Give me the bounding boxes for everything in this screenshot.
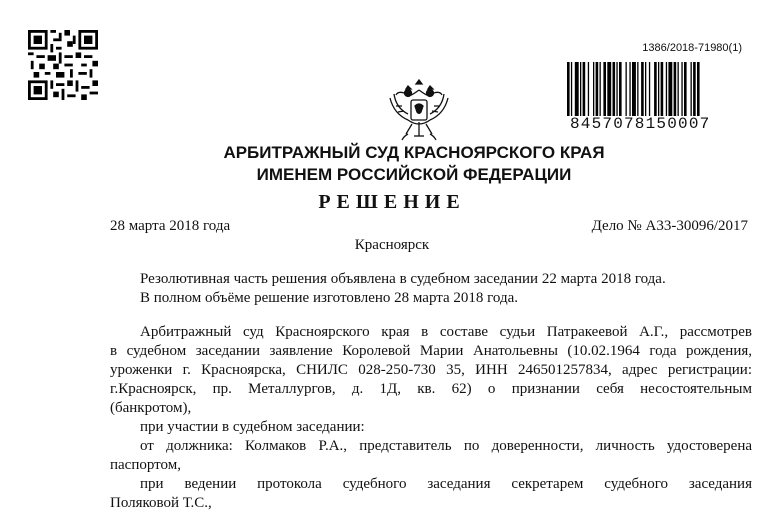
barcode-bar — [693, 62, 696, 116]
barcode-bar — [632, 62, 636, 116]
barcode-bar — [697, 62, 700, 116]
barcode-bar — [596, 62, 599, 116]
document-type-heading: РЕШЕНИЕ — [318, 191, 466, 213]
barcode-bar — [567, 62, 570, 116]
body-line: в судебном заседании заявление Королевой Марии Анатольевны (10.02.1964 года рождения, — [110, 343, 752, 359]
barcode-bar — [649, 62, 650, 116]
barcode-bar — [629, 62, 630, 116]
case-number: Дело № А33-30096/2017 — [591, 218, 748, 234]
barcode-bar — [654, 62, 657, 116]
intro-line-1: Резолютивная часть решения объявлена в судебном заседании 22 марта 2018 года. — [140, 271, 666, 287]
coat-of-arms-icon — [386, 76, 452, 144]
barcode-bar — [583, 62, 586, 116]
body-line: при участии в судебном заседании: — [140, 419, 365, 435]
barcode-bar — [668, 62, 672, 116]
court-name-heading: АРБИТРАЖНЫЙ СУД КРАСНОЯРСКОГО КРАЯ — [223, 143, 605, 162]
body-line: г.Красноярск, пр. Металлургов, д. 1Д, кв. 62) о признании себя несостоятельным — [110, 381, 752, 397]
body-line: (банкротом), — [110, 400, 192, 416]
body-line: при ведении протокола судебного заседания секретарем судебного заседания — [140, 476, 752, 492]
barcode-bar — [684, 62, 687, 116]
barcode-bar — [593, 62, 594, 116]
barcode-bar — [607, 62, 611, 116]
body-line: от должника: Колмаков Р.А., представитель по доверенности, личность удостоверена — [140, 438, 752, 454]
barcode-bar — [641, 62, 644, 116]
barcode-bar — [681, 62, 682, 116]
barcode-bar — [661, 62, 664, 116]
barcode-bar — [637, 62, 638, 116]
barcode-bar — [645, 62, 646, 116]
barcode-bar — [600, 62, 601, 116]
barcode-bar — [678, 62, 679, 116]
intro-line-2: В полном объёме решение изготовлено 28 марта 2018 года. — [140, 290, 519, 306]
decision-date: 28 марта 2018 года — [110, 218, 231, 234]
qr-code — [28, 30, 98, 100]
barcode-bar — [603, 62, 606, 116]
barcode-digits: 8457078150007 — [570, 115, 711, 133]
body-line: Арбитражный суд Красноярского края в составе судьи Патракеевой А.Г., рассмотрев — [140, 324, 752, 340]
body-line: Поляковой Т.С., — [110, 495, 212, 511]
barcode-bar — [580, 62, 581, 116]
body-line: паспортом, — [110, 457, 181, 473]
barcode-bar — [666, 62, 667, 116]
document-reference-number: 1386/2018-71980(1) — [642, 42, 742, 54]
barcode-bar — [571, 62, 572, 116]
barcode-bar — [674, 62, 677, 116]
body-line: уроженки г. Красноярска, СНИЛС 028-250-730 35, ИНН 246501257834, адрес регистрации: — [110, 362, 752, 378]
barcode-bar — [588, 62, 589, 116]
on-behalf-heading: ИМЕНЕМ РОССИЙСКОЙ ФЕДЕРАЦИИ — [256, 165, 572, 184]
barcode-bar — [613, 62, 616, 116]
barcode-bar — [616, 62, 617, 116]
barcode-bar — [691, 62, 692, 116]
barcode-bar — [626, 62, 627, 116]
city: Красноярск — [354, 237, 430, 253]
barcode-bar — [575, 62, 579, 116]
barcode — [567, 62, 743, 116]
barcode-bar — [619, 62, 622, 116]
barcode-bar — [658, 62, 659, 116]
